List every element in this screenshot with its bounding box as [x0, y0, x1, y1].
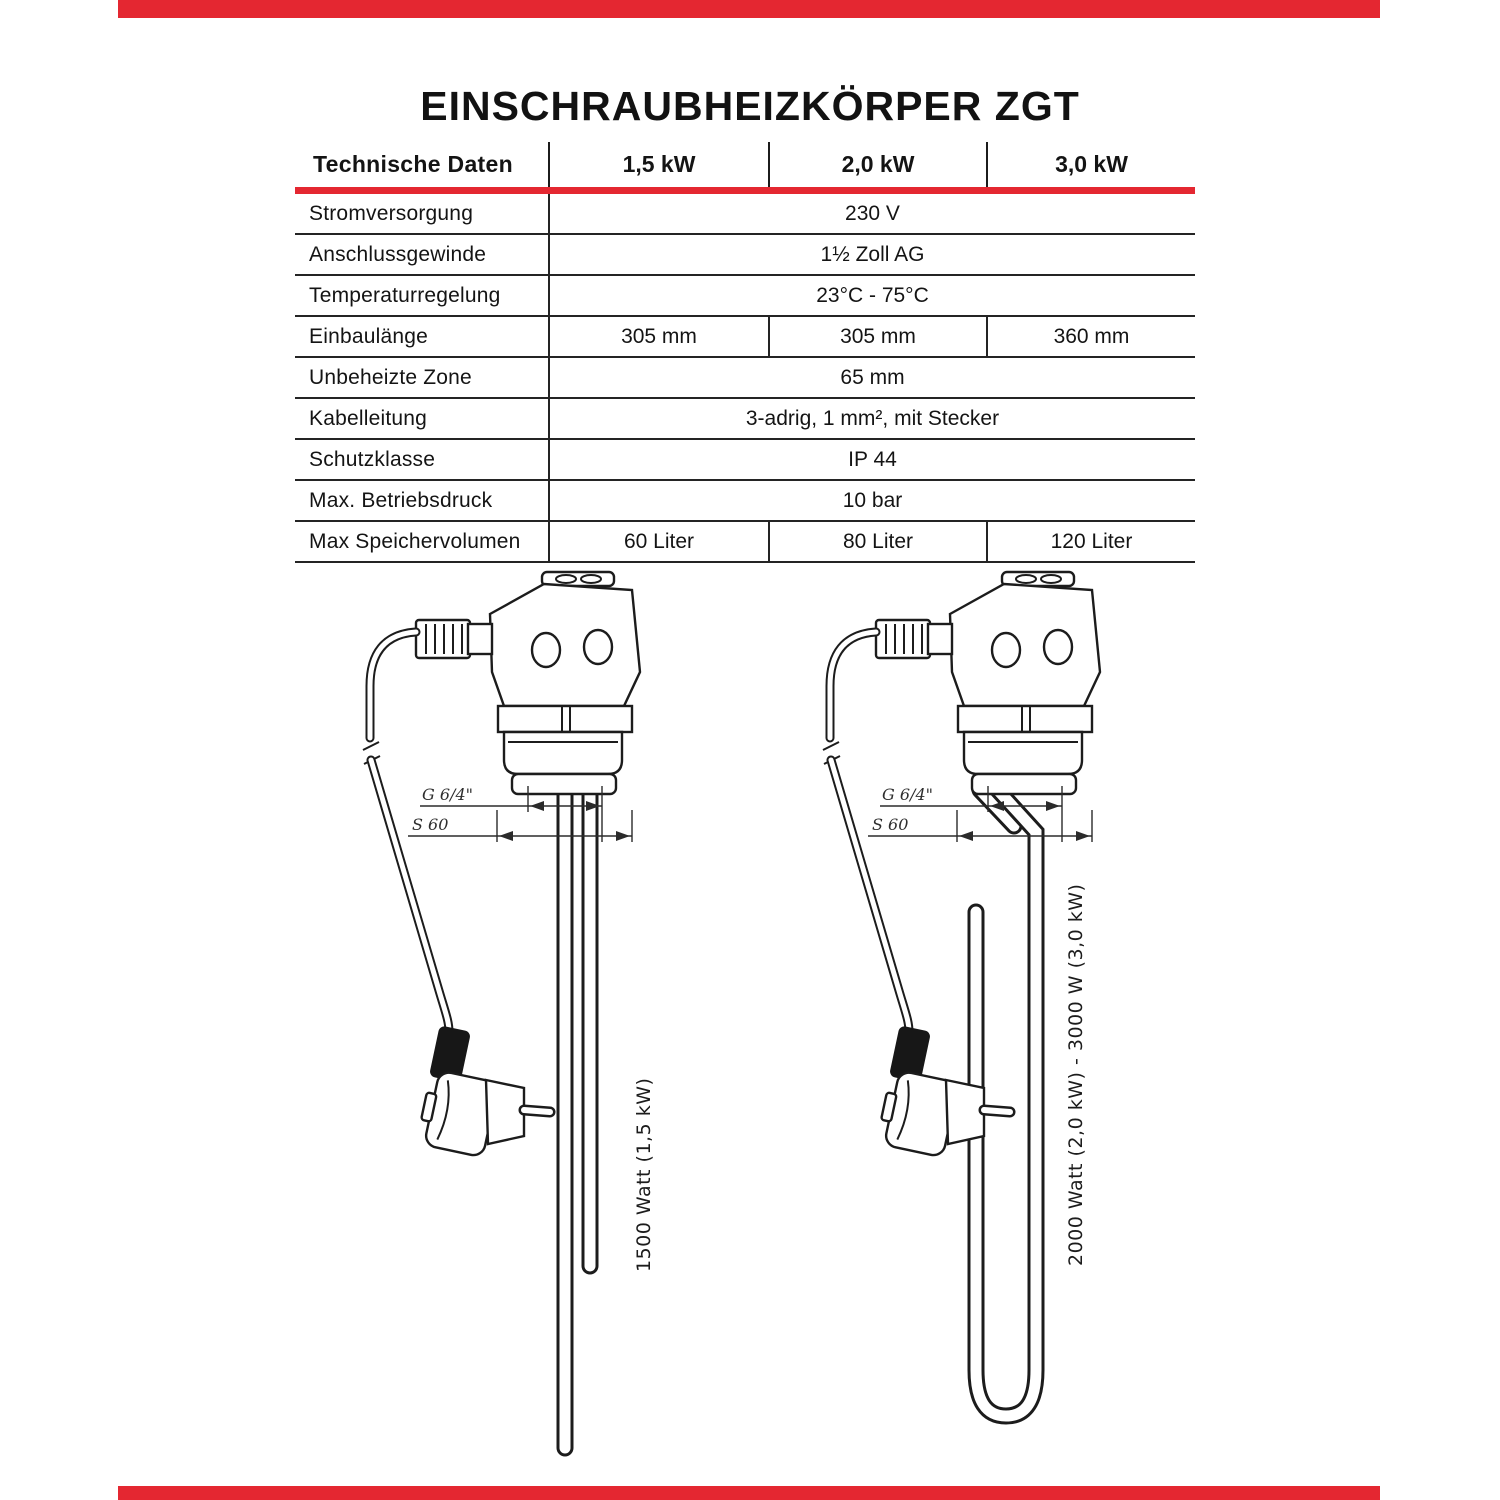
row-value: 305 mm: [548, 317, 768, 356]
table-row: [295, 522, 1195, 563]
page-title: EINSCHRAUBHEIZKÖRPER ZGT: [420, 83, 1080, 130]
row-value: 230 V: [548, 194, 1195, 233]
row-label: Kabelleitung: [309, 406, 427, 430]
table-row: [295, 440, 1195, 481]
power-rating-label: 2000 Watt (2,0 kW) - 3000 W (3,0 kW): [1065, 883, 1087, 1266]
header-col-3-0kw: 3,0 kW: [986, 142, 1195, 187]
row-label: Einbaulänge: [309, 324, 428, 348]
row-value: 60 Liter: [548, 522, 768, 561]
row-value: 305 mm: [768, 317, 986, 356]
row-value: 23°C - 75°C: [548, 276, 1195, 315]
power-rating-label: 1500 Watt (1,5 kW): [633, 1077, 655, 1272]
row-label: Max. Betriebsdruck: [309, 488, 493, 512]
row-value: 65 mm: [548, 358, 1195, 397]
row-value: IP 44: [548, 440, 1195, 479]
row-value: 80 Liter: [768, 522, 986, 561]
row-label: Temperaturregelung: [309, 283, 501, 307]
thread-dimension-label: G 6/4": [882, 785, 933, 804]
spec-table: [295, 142, 1195, 563]
table-row: [295, 276, 1195, 317]
row-value: 10 bar: [548, 481, 1195, 520]
heater-drawing-2-0-3-0kw: [810, 560, 1280, 1495]
row-value: 360 mm: [986, 317, 1195, 356]
spec-table-header: [295, 142, 1195, 187]
header-label: Technische Daten: [313, 151, 513, 177]
bottom-red-bar: [118, 1486, 1380, 1500]
row-value: 120 Liter: [986, 522, 1195, 561]
row-label: Schutzklasse: [309, 447, 436, 471]
wrench-dimension-label: S 60: [872, 815, 909, 834]
row-label: Anschlussgewinde: [309, 242, 487, 266]
row-value: 3-adrig, 1 mm², mit Stecker: [548, 399, 1195, 438]
header-red-rule: [295, 187, 1195, 194]
row-label: Max Speichervolumen: [309, 529, 521, 553]
heater-drawing-1-5kw: [350, 560, 790, 1495]
table-row: [295, 235, 1195, 276]
row-label: Unbeheizte Zone: [309, 365, 472, 389]
thread-dimension-label: G 6/4": [422, 785, 473, 804]
header-col-2-0kw: 2,0 kW: [768, 142, 986, 187]
thermostat-head: [876, 572, 1100, 794]
header-col-1-5kw: 1,5 kW: [548, 142, 768, 187]
thermostat-head: [416, 572, 640, 794]
table-row: [295, 358, 1195, 399]
table-row: [295, 399, 1195, 440]
top-red-bar: [118, 0, 1380, 18]
table-row: [295, 194, 1195, 235]
wrench-dimension-label: S 60: [412, 815, 449, 834]
row-value: 1½ Zoll AG: [548, 235, 1195, 274]
row-label: Stromversorgung: [309, 201, 474, 225]
table-row: [295, 481, 1195, 522]
table-row: [295, 317, 1195, 358]
